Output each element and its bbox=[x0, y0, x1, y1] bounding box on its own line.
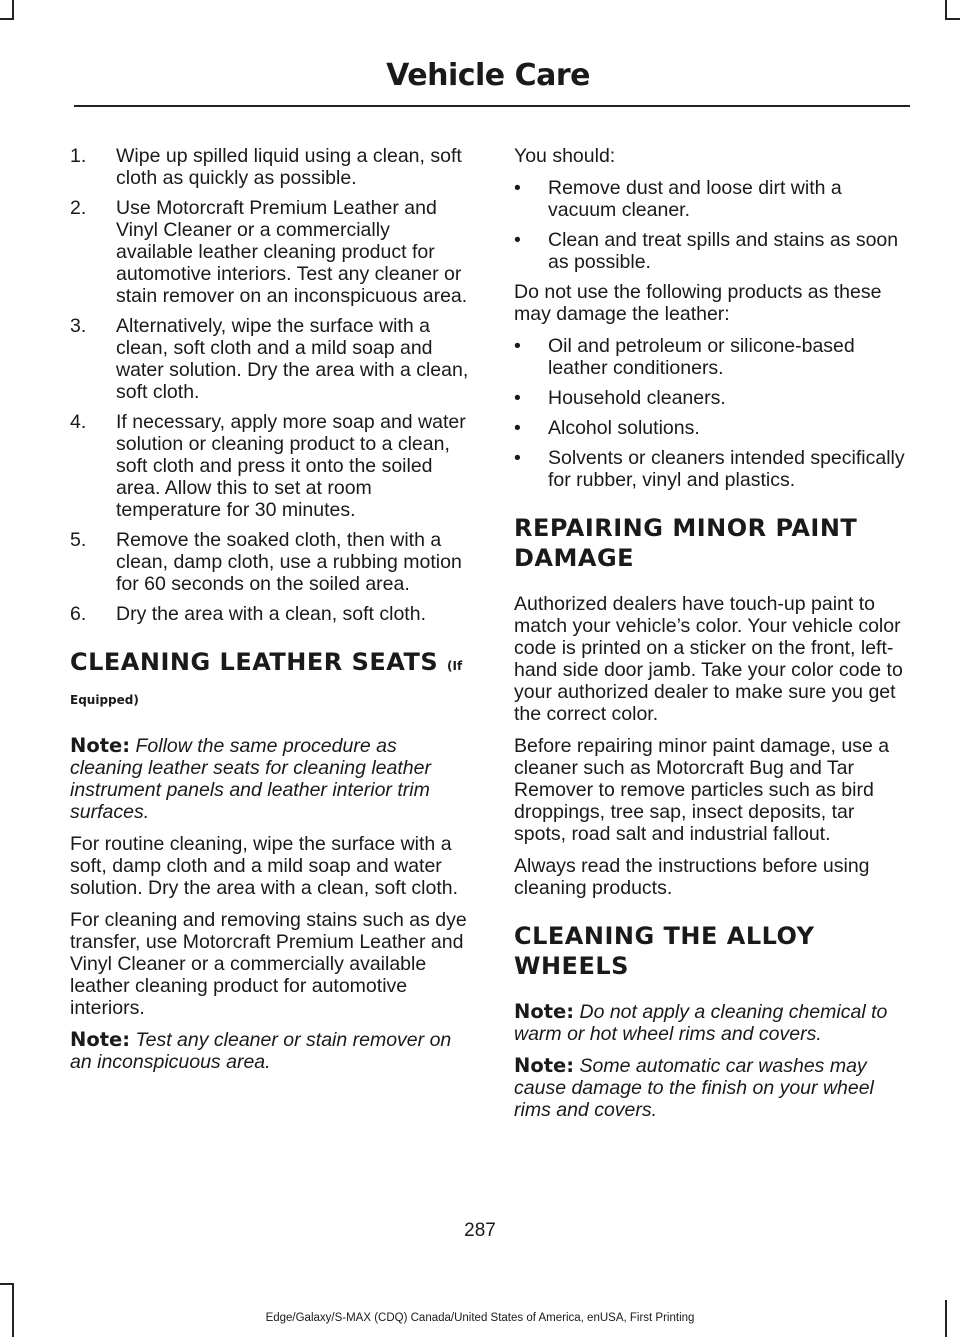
bullet-icon: • bbox=[514, 335, 521, 357]
crop-mark bbox=[12, 0, 14, 18]
should-list bbox=[514, 177, 910, 273]
avoid-list bbox=[514, 335, 910, 491]
note-text: Follow the same procedure as cleaning leather seats for cleaning leather instrument panels and leather interior trim surfaces. bbox=[70, 735, 431, 823]
note-label: Note: bbox=[514, 1000, 575, 1023]
section-heading-leather-seats bbox=[70, 647, 470, 715]
step-text: If necessary, apply more soap and water solution or cleaning product to a clean, soft cloth and press it onto the soiled area. Allow this to set at room temperature for 30 minutes. bbox=[116, 411, 466, 521]
list-item bbox=[70, 197, 470, 307]
footer-text: Edge/Galaxy/S-MAX (CDQ) Canada/United States of America, enUSA, First Printing bbox=[265, 1312, 695, 1324]
note-label: Note: bbox=[514, 1054, 575, 1077]
list-item-text: Solvents or cleaners intended specifically for rubber, vinyl and plastics. bbox=[548, 447, 905, 491]
section-heading-alloy-wheels: CLEANING THE ALLOY WHEELS bbox=[514, 922, 815, 980]
crop-mark bbox=[0, 1283, 14, 1285]
crop-mark bbox=[945, 18, 960, 20]
crop-mark bbox=[0, 18, 14, 20]
list-item bbox=[514, 417, 910, 439]
step-number: 2. bbox=[70, 197, 87, 219]
cleaning-steps-list bbox=[70, 145, 470, 625]
section-heading-paint-damage: REPAIRING MINOR PAINT DAMAGE bbox=[514, 514, 858, 572]
step-number: 5. bbox=[70, 529, 87, 551]
left-column bbox=[70, 145, 470, 1083]
right-column bbox=[514, 145, 910, 1131]
paragraph: Always read the instructions before using cleaning products. bbox=[514, 855, 870, 899]
paragraph: You should: bbox=[514, 145, 616, 167]
step-text: Use Motorcraft Premium Leather and Vinyl Cleaner or a commercially available leather cleaning product for automotive interiors. Test any cleaner or stain remover on an inconspicuous area. bbox=[116, 197, 468, 307]
note-text: Test any cleaner or stain remover on an inconspicuous area. bbox=[70, 1029, 452, 1073]
list-item-text: Remove dust and loose dirt with a vacuum cleaner. bbox=[548, 177, 842, 221]
page-title: Vehicle Care bbox=[386, 58, 590, 93]
list-item bbox=[514, 229, 910, 273]
step-number: 4. bbox=[70, 411, 87, 433]
bullet-icon: • bbox=[514, 387, 521, 409]
header-rule bbox=[74, 105, 910, 107]
list-item bbox=[70, 529, 470, 595]
note-label: Note: bbox=[70, 734, 131, 757]
list-item-text: Oil and petroleum or silicone-based leather conditioners. bbox=[548, 335, 855, 379]
step-text: Wipe up spilled liquid using a clean, soft cloth as quickly as possible. bbox=[116, 145, 462, 189]
paragraph: For cleaning and removing stains such as dye transfer, use Motorcraft Premium Leather and Vinyl Cleaner or a commercially available leather cleaning product for automotive interiors. bbox=[70, 909, 467, 1019]
bullet-icon: • bbox=[514, 177, 521, 199]
step-number: 3. bbox=[70, 315, 87, 337]
note bbox=[70, 735, 470, 823]
step-text: Remove the soaked cloth, then with a clean, damp cloth, use a rubbing motion for 60 seconds on the soiled area. bbox=[116, 529, 462, 595]
paragraph: For routine cleaning, wipe the surface with a soft, damp cloth and a mild soap and water solution. Dry the area with a clean, soft cloth. bbox=[70, 833, 459, 899]
crop-mark bbox=[12, 1283, 14, 1337]
paragraph: Authorized dealers have touch-up paint to match your vehicle’s color. Your vehicle color code is printed on a sticker on the front, left-hand side door jamb. Take your color code to your authorized dealer to make sure you get the correct color. bbox=[514, 593, 903, 725]
list-item bbox=[70, 315, 470, 403]
paragraph: Before repairing minor paint damage, use a cleaner such as Motorcraft Bug and Tar Remover to remove particles such as bird droppings, tree sap, insect deposits, tar spots, road salt and industrial fallout. bbox=[514, 735, 890, 845]
list-item-text: Clean and treat spills and stains as soon as possible. bbox=[548, 229, 899, 273]
list-item-text: Household cleaners. bbox=[548, 387, 726, 409]
step-text: Alternatively, wipe the surface with a clean, soft cloth and a mild soap and water solution. Dry the area with a clean, soft cloth. bbox=[116, 315, 469, 403]
note-label: Note: bbox=[70, 1028, 131, 1051]
note bbox=[514, 1055, 910, 1121]
crop-mark bbox=[945, 0, 947, 18]
note-text: Some automatic car washes may cause damage to the finish on your wheel rims and covers. bbox=[514, 1055, 874, 1121]
list-item bbox=[70, 603, 470, 625]
list-item bbox=[514, 335, 910, 379]
note bbox=[514, 1001, 910, 1045]
note bbox=[70, 1029, 470, 1073]
heading-text: CLEANING LEATHER SEATS bbox=[70, 648, 439, 676]
list-item bbox=[70, 411, 470, 521]
step-text: Dry the area with a clean, soft cloth. bbox=[116, 603, 426, 625]
bullet-icon: • bbox=[514, 417, 521, 439]
heading-suffix: (If Equipped) bbox=[70, 659, 463, 707]
list-item bbox=[70, 145, 470, 189]
page-number: 287 bbox=[464, 1220, 496, 1241]
list-item-text: Alcohol solutions. bbox=[548, 417, 700, 439]
bullet-icon: • bbox=[514, 229, 521, 251]
list-item bbox=[514, 387, 910, 409]
note-text: Do not apply a cleaning chemical to warm or hot wheel rims and covers. bbox=[514, 1001, 888, 1045]
step-number: 1. bbox=[70, 145, 87, 167]
list-item bbox=[514, 447, 910, 491]
bullet-icon: • bbox=[514, 447, 521, 469]
list-item bbox=[514, 177, 910, 221]
paragraph: Do not use the following products as these may damage the leather: bbox=[514, 281, 882, 325]
step-number: 6. bbox=[70, 603, 87, 625]
